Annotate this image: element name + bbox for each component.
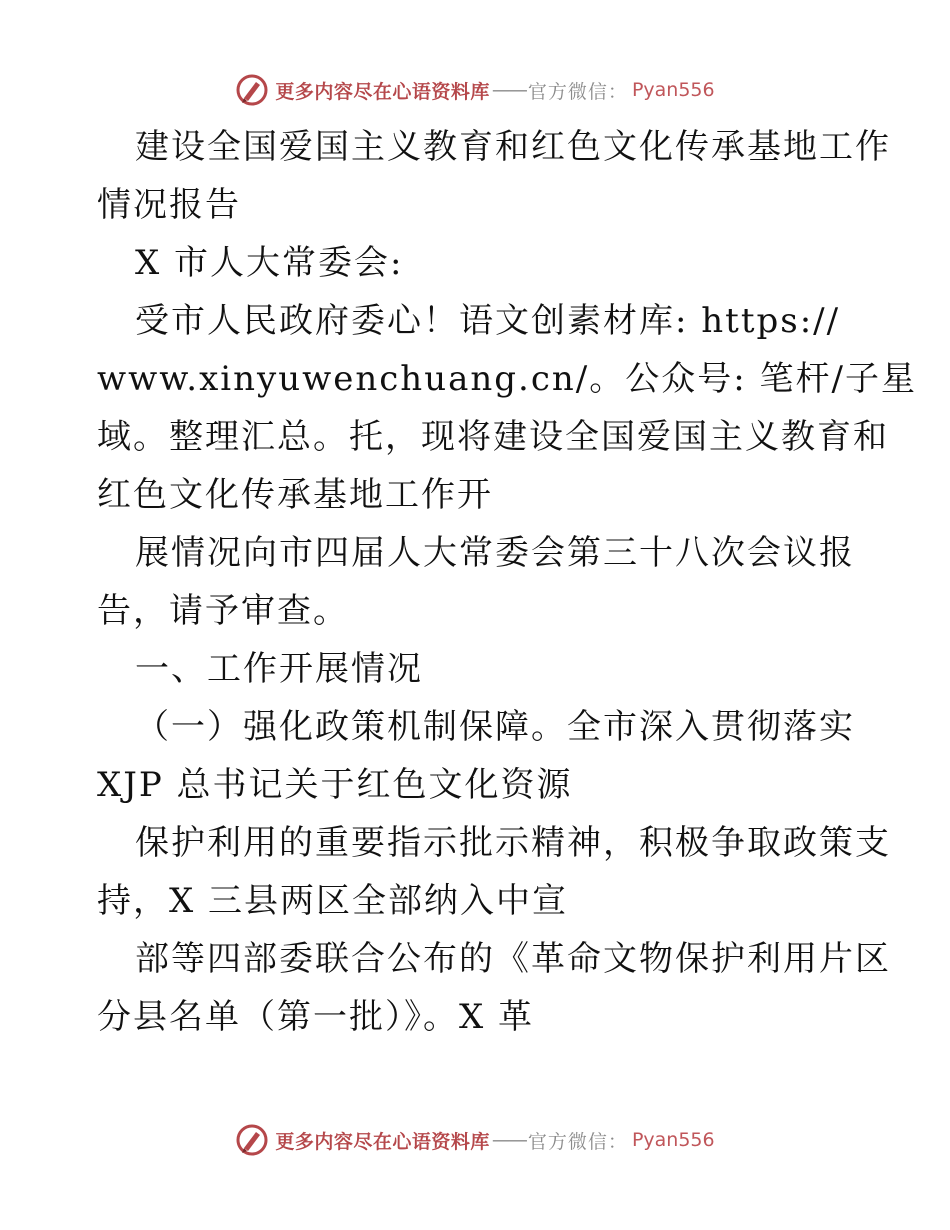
body-line: 保护利用的重要指示批示精神，积极争取政策支: [135, 823, 891, 863]
watermark-main-text: 更多内容尽在心语资料库: [275, 1130, 490, 1153]
document-body: [97, 118, 917, 1046]
header-watermark: [0, 70, 950, 110]
title-line-2: 情况报告: [97, 185, 241, 225]
body-line: XJP 总书记关于红色文化资源: [97, 765, 573, 805]
watermark-dash: ——: [491, 1129, 526, 1151]
section-heading: 一、工作开展情况: [135, 649, 423, 689]
watermark-dash: ——: [491, 79, 526, 101]
subsection-line: （一）强化政策机制保障。全市深入贯彻落实: [135, 707, 855, 747]
body-line: 域。整理汇总。托，现将建设全国爱国主义教育和: [97, 417, 889, 457]
watermark-official-label: 官方微信：: [527, 80, 628, 103]
footer-watermark: [0, 1120, 950, 1160]
title-line-1: 建设全国爱国主义教育和红色文化传承基地工作: [135, 127, 891, 167]
pen-logo-icon: [235, 73, 269, 107]
body-line: 部等四部委联合公布的《革命文物保护利用片区: [135, 939, 891, 979]
body-line: 受市人民政府委心！语文创素材库: https://: [135, 301, 841, 341]
watermark-wechat-id: Pyan556: [631, 1129, 715, 1151]
body-line: 持，X 三县两区全部纳入中宣: [97, 881, 569, 921]
pen-logo-icon: [235, 1123, 269, 1157]
body-line: 红色文化传承基地工作开: [97, 475, 493, 515]
body-line: 告，请予审查。: [97, 591, 349, 631]
watermark-main-text: 更多内容尽在心语资料库: [275, 80, 490, 103]
body-line: 分县名单（第一批）》。X 革: [97, 997, 535, 1037]
watermark-official-label: 官方微信：: [527, 1130, 628, 1153]
body-line: www.xinyuwenchuang.cn/。公众号: 笔杆/子星: [97, 359, 917, 399]
body-line: 展情况向市四届人大常委会第三十八次会议报: [135, 533, 855, 573]
addressee-line: X 市人大常委会:: [135, 243, 404, 283]
watermark-wechat-id: Pyan556: [631, 79, 715, 101]
